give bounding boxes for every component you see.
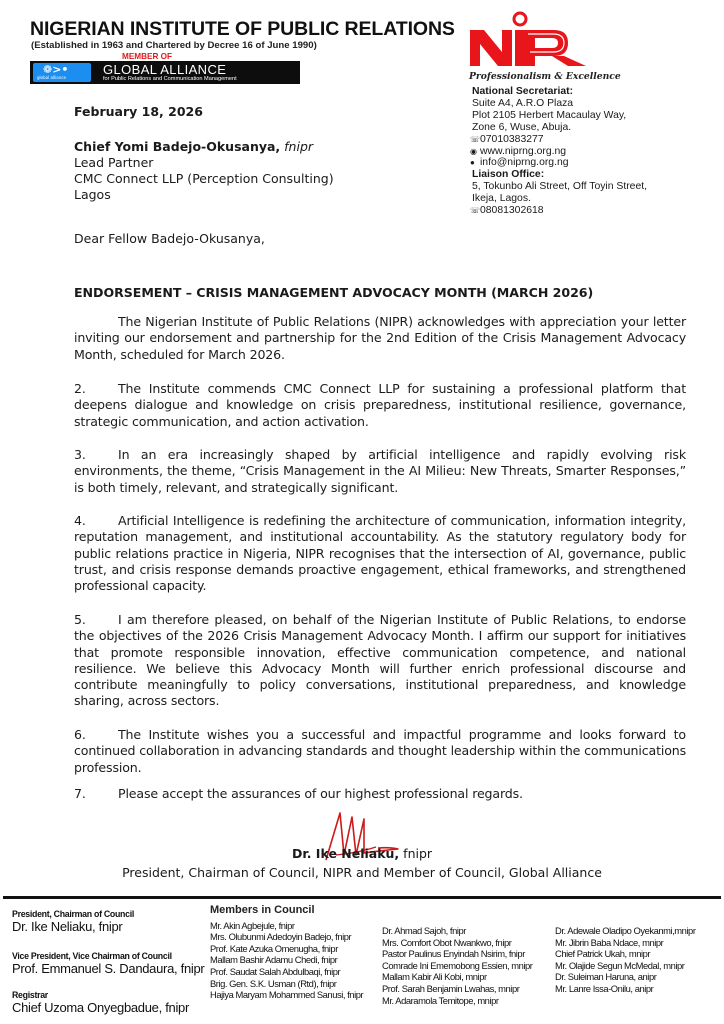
secretariat-phone: ☏07010383277 <box>470 133 544 145</box>
letter-subject: ENDORSEMENT – CRISIS MANAGEMENT ADVOCACY MONTH (MARCH 2026) <box>74 285 594 300</box>
member-name: Mr. Olajide Segun McMedal, mnipr <box>555 959 685 971</box>
recipient-block <box>74 139 334 203</box>
global-alliance-banner <box>30 61 300 84</box>
member-name: Mr. Akin Agbejule, fnipr <box>210 919 295 931</box>
paragraph-text: I am therefore pleased, on behalf of the Nigerian Institute of Public Relations, to endorse the objectives of the 2026 Crisis Management Advocacy Month. I affirm our support for initiatives that promote responsible innovation, effective communication competence, and national resilience. We believe this Advocacy Month will further enrich professional discourse and contribute meaningfully to policy conversations, institutional preparedness, and knowledge sharing, across sectors. <box>74 612 686 709</box>
members-heading: Members in Council <box>210 904 315 916</box>
recipient-company: CMC Connect LLP (Perception Consulting) <box>74 171 334 186</box>
email-icon: ● <box>470 158 475 168</box>
global-alliance-logo-caption: global alliance <box>37 75 66 80</box>
paragraph-1: The Nigerian Institute of Public Relations (NIPR) acknowledges with appreciation your letter inviting our endorsement and partnership for the 2nd Edition of the Crisis Management Advocacy Month, scheduled for March 2026. <box>74 314 686 362</box>
liaison-address-line: Ikeja, Lagos. <box>472 193 531 205</box>
paragraph-text: In an era increasingly shaped by artificial intelligence and rapidly evolving risk environments, the theme, “Crisis Management in the AI Milieu: New Threats, Smarter Responses,” is both timely, relevant, and strategically significant. <box>74 447 686 495</box>
paragraph-number: 6. <box>74 727 86 742</box>
secretariat-address-line: Plot 2105 Herbert Macaulay Way, <box>472 109 627 121</box>
member-name: Mrs. Olubunmi Adedoyin Badejo, fnipr <box>210 931 352 943</box>
member-name: Hajiya Maryam Mohammed Sanusi, fnipr <box>210 989 364 1001</box>
members-column-2 <box>382 925 532 1006</box>
paragraph-4 <box>74 513 686 594</box>
org-name: NIGERIAN INSTITUTE OF PUBLIC RELATIONS <box>30 18 455 40</box>
footer-divider <box>3 896 721 899</box>
officer-name: Prof. Emmanuel S. Dandaura, fnipr <box>12 961 205 976</box>
paragraph-7 <box>74 786 686 802</box>
phone-icon: ☏ <box>470 206 481 216</box>
member-name: Dr. Suleiman Haruna, anipr <box>555 971 657 983</box>
signer-name: Dr. Ike Neliaku, <box>291 846 400 861</box>
global-alliance-logo-icon <box>33 63 91 82</box>
global-alliance-title: GLOBAL ALLIANCE <box>103 61 227 77</box>
officer-name: Dr. Ike Neliaku, fnipr <box>12 919 123 934</box>
member-name: Mallam Kabir Ali Kobi, mnipr <box>382 971 487 983</box>
officer-president <box>12 909 134 934</box>
contact-block <box>472 86 647 217</box>
officer-role: Registrar <box>12 990 48 1000</box>
officer-registrar <box>12 990 189 1015</box>
globe-icon: ◉ <box>470 146 477 156</box>
letter-date: February 18, 2026 <box>74 104 203 119</box>
signer-suffix: fnipr <box>403 846 433 861</box>
signer-title: President, Chairman of Council, NIPR and Member of Council, Global Alliance <box>122 865 602 880</box>
member-name: Prof. Sarah Benjamin Lwahas, mnipr <box>382 982 520 994</box>
paragraph-number: 3. <box>74 447 86 462</box>
global-alliance-subtitle: for Public Relations and Communication Management <box>103 75 237 82</box>
officer-role: President, Chairman of Council <box>12 909 134 919</box>
member-name: Brig. Gen. S.K. Usman (Rtd), fnipr <box>210 977 337 989</box>
member-of-label: MEMBER OF <box>122 52 173 61</box>
member-name: Prof. Kate Azuka Omenugha, fnipr <box>210 942 338 954</box>
global-alliance-text <box>103 63 237 83</box>
global-alliance-glyph: ❁>• <box>43 63 69 76</box>
liaison-heading: Liaison Office: <box>472 169 545 181</box>
secretariat-heading: National Secretariat: <box>472 86 574 97</box>
member-name: Mr. Lanre Issa-Onilu, anipr <box>555 982 654 994</box>
paragraph-2 <box>74 381 686 430</box>
secretariat-address-line: Zone 6, Wuse, Abuja. <box>472 121 572 133</box>
paragraph-text: The Institute commends CMC Connect LLP for sustaining a professional platform that deepens dialogue and knowledge on crisis preparedness, institutional resilience, governance, strategic communication, and action activation. <box>74 381 686 429</box>
recipient-name: Chief Yomi Badejo-Okusanya, <box>74 139 281 154</box>
paragraph-text: Please accept the assurances of our highest professional regards. <box>118 786 523 801</box>
paragraph-text: The Institute wishes you a successful and impactful programme and looks forward to continued collaboration in advancing standards and thought leadership within the communications profession. <box>74 727 686 775</box>
member-name: Pastor Paulinus Enyindah Nsirim, fnipr <box>382 948 525 960</box>
signer-line <box>0 846 724 861</box>
paragraph-text: Artificial Intelligence is redefining the architecture of communication, information integrity, reputation management, and institutional accountability. As the statutory regulatory body for public relations practice in Nigeria, NIPR recognises that the intersection of AI, governance, public trust, and crisis response demands proactive engagement, ethical frameworks, and strengthened professional capacity. <box>74 513 686 594</box>
member-name: Comrade Ini Ememobong Essien, mnipr <box>382 959 533 971</box>
nipr-logo-icon <box>468 10 588 68</box>
paragraph-number: 4. <box>74 513 86 528</box>
secretariat-address-line: Suite A4, A.R.O Plaza <box>472 97 574 109</box>
members-column-3 <box>555 925 696 995</box>
liaison-address-line: 5, Tokunbo Ali Street, Off Toyin Street, <box>472 181 648 193</box>
paragraph-3 <box>74 447 686 496</box>
tagline: Professionalism & Excellence <box>469 71 621 82</box>
member-name: Mrs. Comfort Obot Nwankwo, fnipr <box>382 936 512 948</box>
member-name: Mallam Bashir Adamu Chedi, fnipr <box>210 954 338 966</box>
paragraph-number: 2. <box>74 381 86 396</box>
phone-icon: ☏ <box>470 134 481 144</box>
officer-role: Vice President, Vice Chairman of Council <box>12 951 172 961</box>
member-name: Mr. Adaramola Temitope, mnipr <box>382 994 499 1006</box>
officer-name: Chief Uzoma Onyegbadue, fnipr <box>12 1000 190 1015</box>
member-name: Dr. Ahmad Sajoh, fnipr <box>382 925 466 936</box>
member-name: Mr. Jibrin Baba Ndace, mnipr <box>555 936 664 948</box>
liaison-phone: ☏08081302618 <box>470 205 544 217</box>
members-column-1 <box>210 905 363 1001</box>
org-established-note: (Established in 1963 and Chartered by Decree 16 of June 1990) <box>31 40 317 51</box>
recipient-city: Lagos <box>74 187 111 202</box>
salutation: Dear Fellow Badejo-Okusanya, <box>74 231 265 246</box>
paragraph-5 <box>74 612 686 710</box>
paragraph-number: 7. <box>74 786 86 801</box>
secretariat-website[interactable]: ◉ www.niprng.org.ng <box>470 145 567 157</box>
paragraph-6 <box>74 727 686 776</box>
member-name: Dr. Adewale Oladipo Oyekanmi,mnipr <box>555 925 696 936</box>
member-name: Chief Patrick Ukah, mnipr <box>555 948 651 960</box>
secretariat-email[interactable]: ● info@niprng.org.ng <box>470 157 569 169</box>
officer-vice-president <box>12 951 204 976</box>
recipient-suffix: fnipr <box>284 139 314 154</box>
recipient-title: Lead Partner <box>74 155 154 170</box>
member-name: Prof. Saudat Salah Abdulbaqi, fnipr <box>210 965 341 977</box>
paragraph-number: 5. <box>74 612 86 627</box>
